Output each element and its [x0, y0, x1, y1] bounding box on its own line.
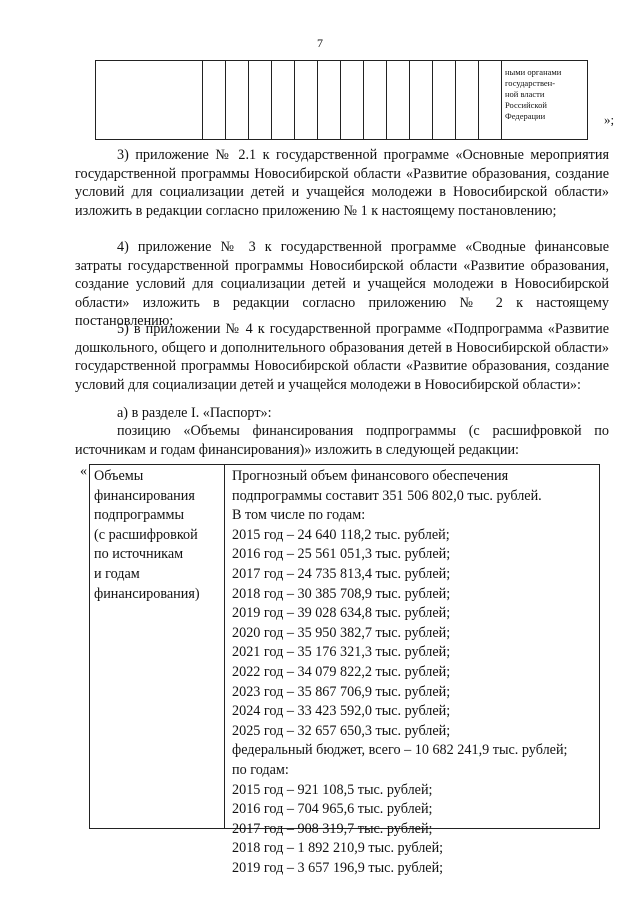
- label-line: финансирования: [94, 487, 195, 504]
- passport-label-cell: [90, 465, 225, 828]
- value-line: 2019 год – 3 657 196,9 тыс. рублей;: [232, 859, 444, 876]
- label-line: финансирования): [94, 585, 200, 602]
- paragraph-item-4: 4) приложение № 3 к государственной программе «Сводные финансовые затраты государственной программы Новосибирской области «Развитие образования, создание условий для социализации детей и учащейся молодежи в Новосибирской области» изложить в редакции согласно приложению № 2 к настоящему постановлению;: [75, 239, 609, 330]
- cell-line: государствен-: [505, 78, 556, 88]
- value-line: по годам:: [232, 761, 289, 778]
- label-line: Объемы: [94, 468, 144, 484]
- value-line: 2022 год – 34 079 822,2 тыс. рублей;: [232, 663, 451, 680]
- cell-line: Российской: [505, 100, 547, 110]
- value-line: 2015 год – 921 108,5 тыс. рублей;: [232, 781, 433, 798]
- table-cell: [364, 61, 387, 140]
- paragraph-item-5: 5) в приложении № 4 к государственной программе «Подпрограмма «Развитие дошкольного, общего и дополнительного образования детей в Новосибирской области» государственной программы Новосибирской области «Развитие образования, создание условий для социализации детей и учащейся молодежи в Новосибирской области»:: [75, 321, 609, 393]
- label-line: подпрограммы: [94, 507, 184, 524]
- passport-table: [89, 464, 600, 876]
- value-line: 2024 год – 33 423 592,0 тыс. рублей;: [232, 703, 451, 720]
- value-line: 2016 год – 704 965,6 тыс. рублей;: [232, 801, 433, 818]
- value-line: Прогнозный объем финансового обеспечения: [232, 468, 509, 484]
- passport-value-cell: [225, 465, 599, 876]
- value-line: подпрограммы составит 351 506 802,0 тыс. рублей.: [232, 487, 542, 504]
- table-cell: [433, 61, 456, 140]
- table-cell: [387, 61, 410, 140]
- table-cell: [96, 61, 203, 140]
- value-line: В том числе по годам:: [232, 507, 366, 524]
- value-line: 2020 год – 35 950 382,7 тыс. рублей;: [232, 624, 451, 641]
- table-closing-mark: »;: [604, 112, 615, 127]
- cell-line: ной власти: [505, 89, 545, 99]
- table-cell: [341, 61, 364, 140]
- paragraph-subitem-a: а) в разделе I. «Паспорт»:: [117, 405, 272, 421]
- previous-table-fragment: [95, 60, 588, 140]
- value-line: 2016 год – 25 561 051,3 тыс. рублей;: [232, 546, 451, 563]
- table-cell: [226, 61, 249, 140]
- paragraph-item-3: 3) приложение № 2.1 к государственной программе «Основные мероприятия государственной программы Новосибирской области «Развитие образования, создание условий для социализации детей и учащейся молодежи в Новосибирской области» изложить в редакции согласно приложению № 1 к настоящему постановлению;: [75, 147, 609, 219]
- value-line: 2018 год – 1 892 210,9 тыс. рублей;: [232, 840, 444, 857]
- label-line: (с расшифровкой: [94, 526, 198, 543]
- value-line: 2015 год – 24 640 118,2 тыс. рублей;: [232, 526, 450, 543]
- value-line: 2017 год – 24 735 813,4 тыс. рублей;: [232, 565, 451, 582]
- value-line: 2023 год – 35 867 706,9 тыс. рублей;: [232, 683, 451, 700]
- cell-line: Федерации: [505, 111, 546, 121]
- table-cell: [479, 61, 502, 140]
- table-cell: [272, 61, 295, 140]
- label-line: по источникам: [94, 546, 184, 563]
- cell-line: ными органами: [505, 67, 562, 77]
- value-line: 2017 год – 908 319,7 тыс. рублей;: [232, 820, 433, 837]
- value-line: 2021 год – 35 176 321,3 тыс. рублей;: [232, 644, 451, 661]
- value-line: 2019 год – 39 028 634,8 тыс. рублей;: [232, 605, 451, 622]
- table-cell: [295, 61, 318, 140]
- value-line: 2025 год – 32 657 650,3 тыс. рублей;: [232, 722, 451, 739]
- value-line: федеральный бюджет, всего – 10 682 241,9 тыс. рублей;: [232, 742, 568, 759]
- table-cell: [203, 61, 226, 140]
- table-cell: [249, 61, 272, 140]
- opening-quote: «: [80, 464, 87, 479]
- table-cell-text: [502, 61, 588, 140]
- paragraph-position: позицию «Объемы финансирования подпрограммы (с расшифровкой по источникам и годам финансирования)» изложить в следующей редакции:: [75, 423, 609, 458]
- table-cell: [410, 61, 433, 140]
- table-cell: [456, 61, 479, 140]
- page-number: 7: [317, 36, 323, 50]
- value-line: 2018 год – 30 385 708,9 тыс. рублей;: [232, 585, 451, 602]
- label-line: и годам: [94, 565, 140, 582]
- table-cell: [318, 61, 341, 140]
